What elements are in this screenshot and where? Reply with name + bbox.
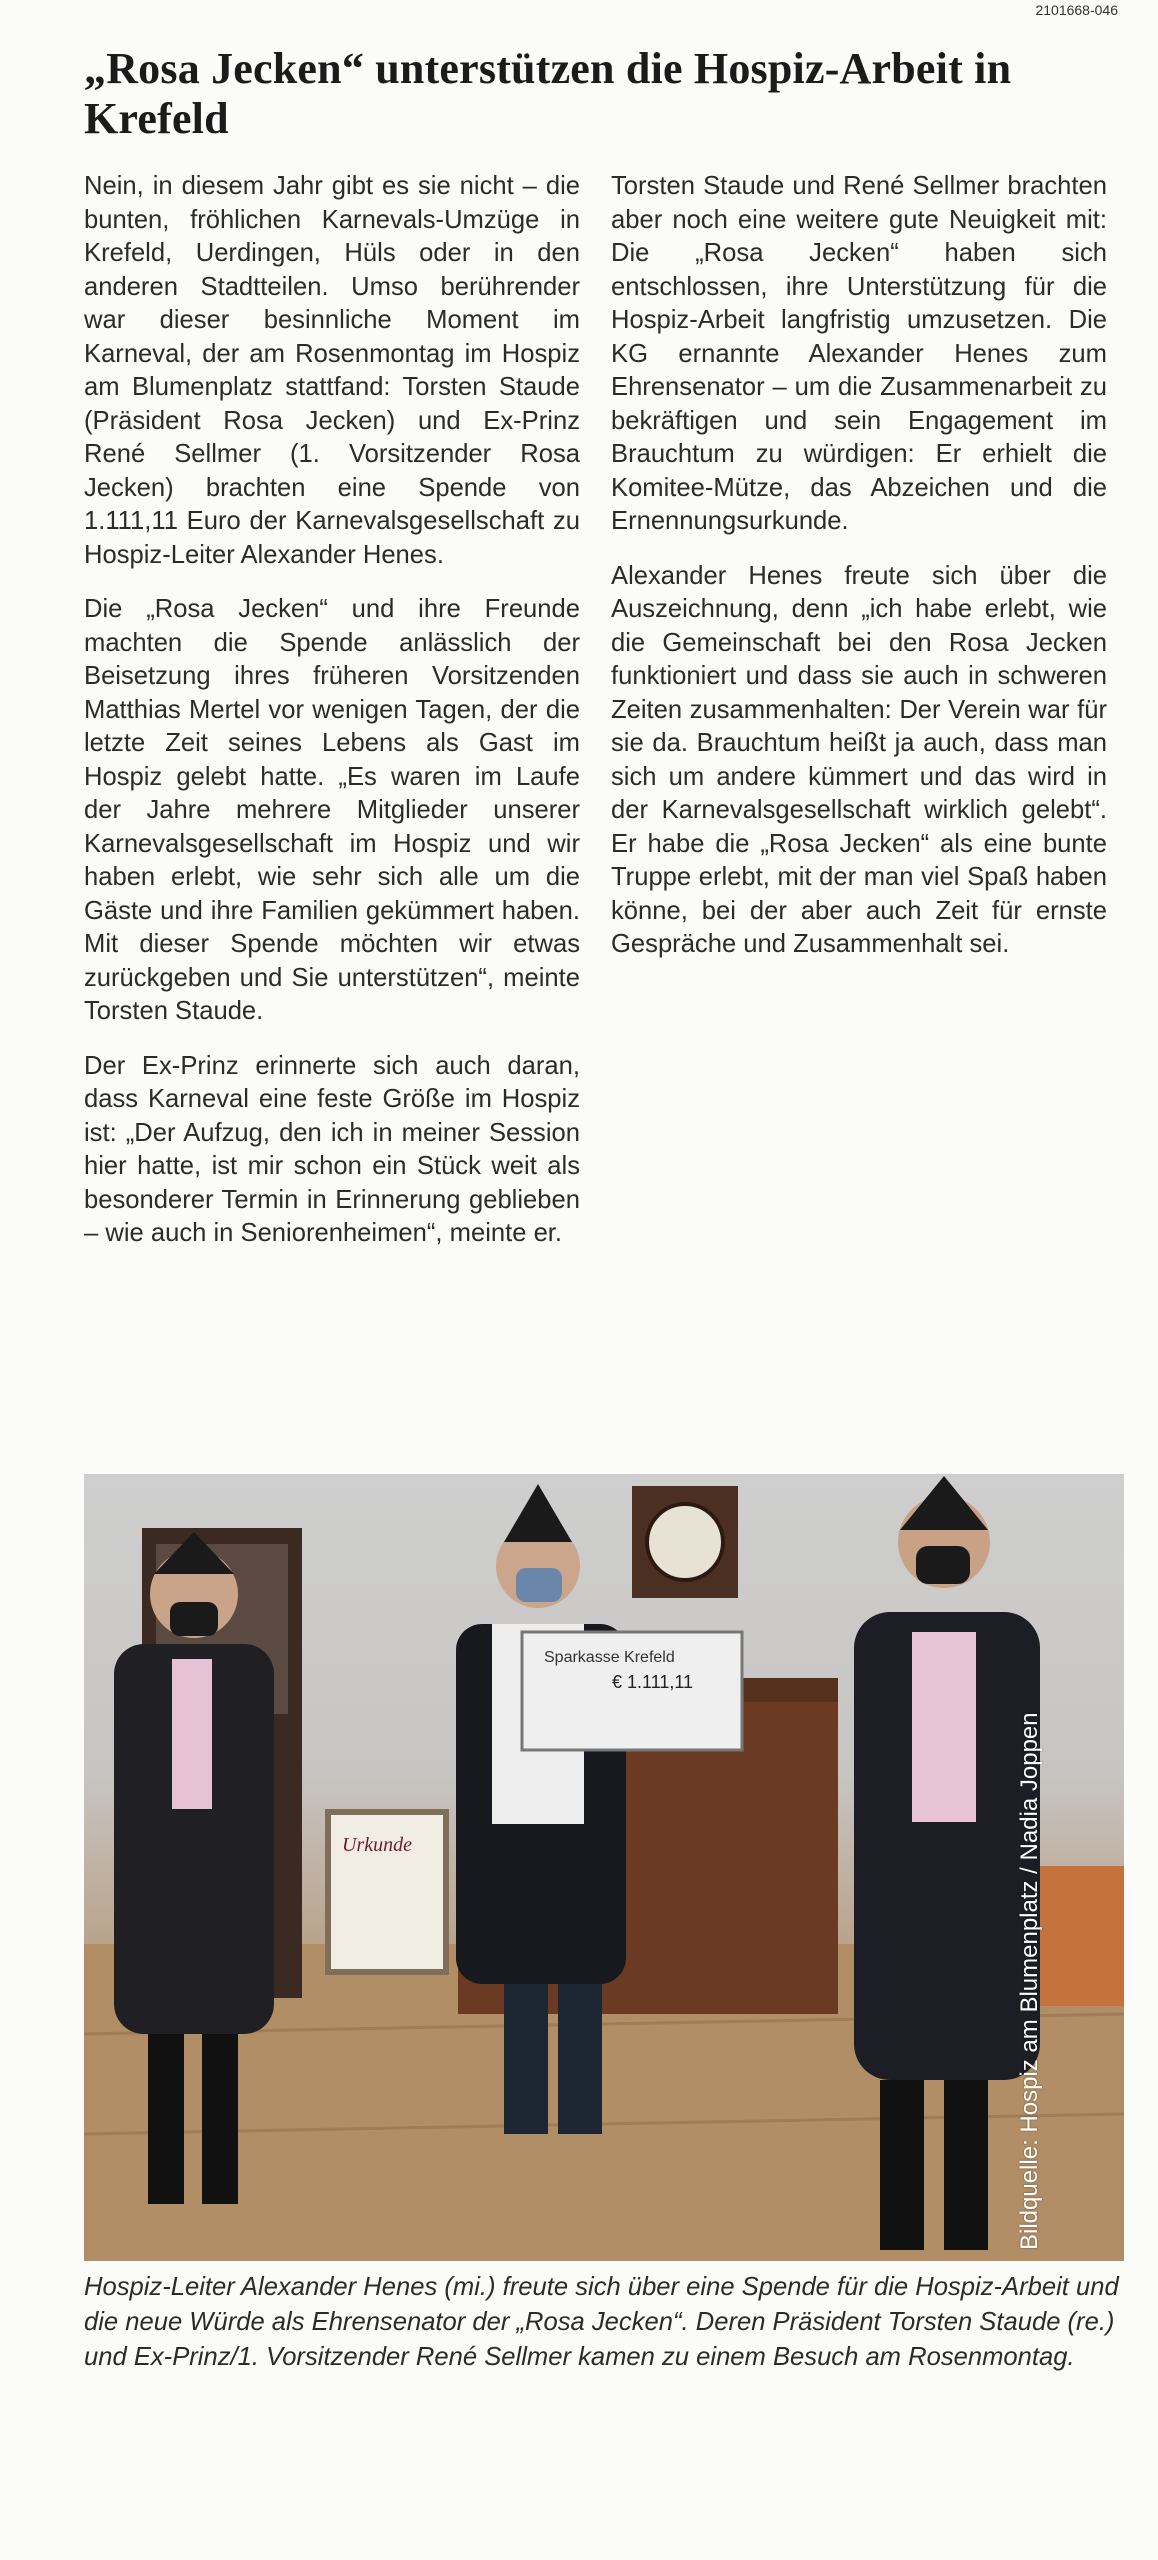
- paragraph: Torsten Staude und René Sellmer brachten aber noch eine weitere gute Neuigkeit mit: Die „Rosa Jecken“ haben sich entschlossen, ihre Unterstützung für die Hospiz-Arbeit langfristig umzusetzen. Die KG ernannte Alexander Henes zum Ehrensenator – um die Zusammenarbeit zu bekräftigen und sein Engagement im Brauchtum zu würdigen: Er erhielt die Komitee-Mütze, das Abzeichen und die Ernennungsurkunde.: [611, 172, 1107, 535]
- photo-scene: [84, 1474, 1124, 2261]
- photo-caption: Hospiz-Leiter Alexander Henes (mi.) freute sich über eine Spende für die Hospiz-Arbeit und die neue Würde als Ehrensenator der „Rosa Jecken“. Deren Präsident Torsten Staude (re.) und Ex-Prinz/1. Vorsitzender René Sellmer kamen zu einem Besuch am Rosenmontag.: [84, 2273, 1119, 2371]
- paragraph: Alexander Henes freute sich über die Auszeichnung, denn „ich habe erlebt, wie die Gemeinschaft bei den Rosa Jecken funktioniert und dass sie auch in schweren Zeiten zusammenhalten: Der Verein war für sie da. Brauchtum heißt ja auch, dass man sich um andere kümmert und das wird in der Karnevalsgesellschaft wirklich gelebt“. Er habe die „Rosa Jecken“ als eine bunte Truppe erlebt, mit der man viel Spaß haben könne, bei der aber auch Zeit für ernste Gespräche und Zusammenhalt sei.: [611, 561, 1107, 958]
- article-photo: [84, 1474, 1124, 2261]
- check-amount-label: € 1.111,11: [612, 1672, 694, 1692]
- paragraph: Die „Rosa Jecken“ und ihre Freunde machten die Spende anlässlich der Beisetzung ihres früheren Vorsitzenden Matthias Mertel vor wenigen Tagen, der die letzte Zeit seines Lebens als Gast im Hospiz gelebt hatte. „Es waren im Laufe der Jahre mehrere Mitglieder unserer Karnevalsgesellschaft im Hospiz und wir haben erlebt, wie sehr sich alle um die Gäste und ihre Familien gekümmert haben. Mit dieser Spende möchten wir etwas zurückgeben und Sie unterstützen“, meinte Torsten Staude.: [84, 595, 580, 1025]
- photo-credit: Bildquelle: Hospiz am Blumenplatz / Nadia Joppen: [1016, 1712, 1043, 2250]
- paragraph: Nein, in diesem Jahr gibt es sie nicht – die bunten, fröhlichen Karnevals-Umzüge in Krefeld, Uerdingen, Hüls oder in den anderen Stadtteilen. Umso berührender war dieser besinnliche Moment im Karneval, der am Rosenmontag im Hospiz am Blumenplatz stattfand: Torsten Staude (Präsident Rosa Jecken) und Ex-Prinz René Sellmer (1. Vorsitzender Rosa Jecken) brachten eine Spende von 1.111,11 Euro der Karnevalsgesellschaft zu Hospiz-Leiter Alexander Henes.: [84, 172, 580, 569]
- certificate-label: Urkunde: [342, 1834, 412, 1856]
- paragraph: Der Ex-Prinz erinnerte sich auch daran, dass Karneval eine feste Größe im Hospiz ist: „Der Aufzug, den ich in meiner Session hier hatte, ist mir schon ein Stück weit als besonderer Termin in Erinnerung geblieben – wie auch in Seniorenheimen“, meinte er.: [84, 1051, 580, 1247]
- headline: „Rosa Jecken“ unterstützen die Hospiz-Arbeit in Krefeld: [84, 44, 1012, 143]
- check-bank-label: Sparkasse Krefeld: [544, 1649, 675, 1666]
- left-column: [84, 170, 580, 1272]
- right-column: [611, 170, 1107, 983]
- reference-number: 2101668-046: [1035, 2, 1118, 18]
